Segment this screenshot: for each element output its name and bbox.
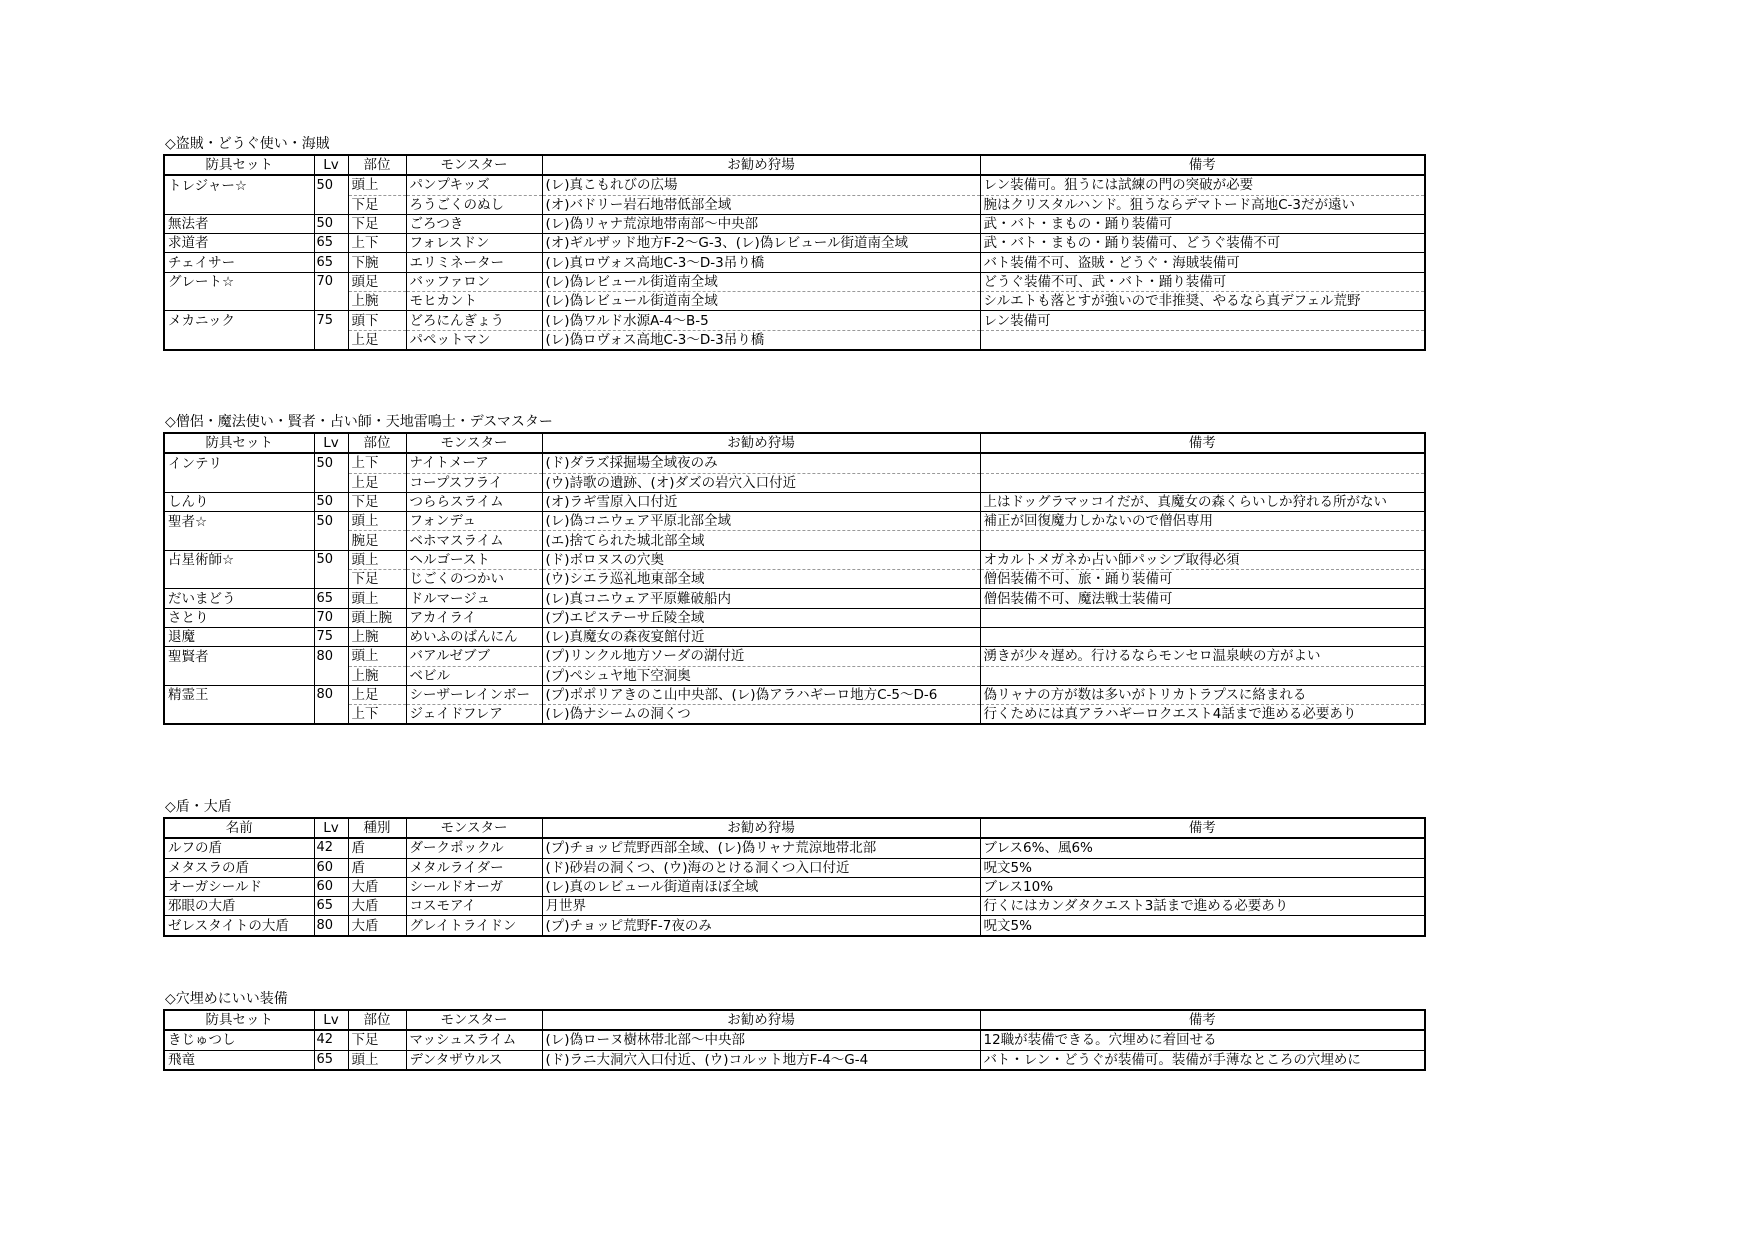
armor-set-cell: 求道者 (164, 234, 314, 253)
armor-set-cell: ゼレスタイトの大盾 (164, 916, 314, 936)
column-header: 部位 (348, 1010, 406, 1030)
armor-set-cell: さとり (164, 608, 314, 627)
section-title: ◇穴埋めにいい装備 (165, 991, 288, 1007)
hunting-ground-cell: (オ)ギルザッド地方F-2～G-3、(レ)偽レビュール街道南全域 (542, 234, 980, 253)
slot-cell: 下足 (348, 492, 406, 511)
table-row (164, 234, 1425, 253)
column-header: 部位 (348, 433, 406, 453)
slot-cell: 盾 (348, 858, 406, 877)
notes-cell: 僧侶装備不可、旅・踊り装備可 (980, 570, 1425, 589)
level-cell: 65 (314, 897, 348, 916)
monster-cell: ヘルゴースト (406, 550, 542, 569)
monster-cell: つららスライム (406, 492, 542, 511)
table-row (164, 570, 1425, 589)
level-cell: 65 (314, 253, 348, 272)
monster-cell: じごくのつかい (406, 570, 542, 589)
table-row (164, 705, 1425, 725)
hunting-ground-cell: (レ)偽ロヴォス高地C-3～D-3吊り橋 (542, 330, 980, 350)
table-header-row (164, 433, 1425, 453)
hunting-ground-cell: (ウ)詩歌の遺跡、(オ)ダズの岩穴入口付近 (542, 473, 980, 492)
table-header-row (164, 818, 1425, 838)
notes-cell: 武・バト・まもの・踊り装備可、どうぐ装備不可 (980, 234, 1425, 253)
column-header: 防具セット (164, 155, 314, 175)
slot-cell: 上下 (348, 705, 406, 725)
table-row (164, 608, 1425, 627)
hunting-ground-cell: (ウ)シエラ巡礼地東部全域 (542, 570, 980, 589)
hunting-ground-cell: (オ)バドリー岩石地帯低部全域 (542, 195, 980, 214)
slot-cell: 大盾 (348, 916, 406, 936)
slot-cell: 頭上 (348, 175, 406, 195)
column-header: Lv (314, 155, 348, 175)
hunting-ground-cell: (ド)ボロヌスの穴奥 (542, 550, 980, 569)
slot-cell: 上腕 (348, 627, 406, 646)
table-row (164, 897, 1425, 916)
armor-set-cell (164, 473, 314, 492)
column-header: モンスター (406, 818, 542, 838)
monster-cell: ジェイドフレア (406, 705, 542, 725)
notes-cell: ブレス10% (980, 877, 1425, 896)
monster-cell: ダークポックル (406, 838, 542, 858)
level-cell (314, 666, 348, 685)
notes-cell: 上はドッグラマッコイだが、真魔女の森くらいしか狩れる所がない (980, 492, 1425, 511)
level-cell: 60 (314, 877, 348, 896)
hunting-ground-cell: (レ)偽レビュール街道南全域 (542, 292, 980, 311)
slot-cell: 頭足 (348, 272, 406, 291)
hunting-ground-cell: (レ)偽ワルド水源A-4～B-5 (542, 311, 980, 330)
section-title: ◇盗賊・どうぐ使い・海賊 (165, 136, 330, 152)
column-header: 部位 (348, 155, 406, 175)
level-cell: 80 (314, 647, 348, 666)
monster-cell: ごろつき (406, 214, 542, 233)
monster-cell: フォンデュ (406, 512, 542, 531)
armor-set-cell (164, 531, 314, 550)
table-row (164, 838, 1425, 858)
level-cell: 42 (314, 838, 348, 858)
notes-cell (980, 330, 1425, 350)
column-header: お勧め狩場 (542, 155, 980, 175)
level-cell (314, 292, 348, 311)
armor-set-cell: オーガシールド (164, 877, 314, 896)
level-cell: 75 (314, 311, 348, 330)
column-header: お勧め狩場 (542, 433, 980, 453)
table-row (164, 877, 1425, 896)
slot-cell: 頭上 (348, 647, 406, 666)
equipment-table (163, 1009, 1426, 1071)
monster-cell: アカイライ (406, 608, 542, 627)
armor-set-cell (164, 570, 314, 589)
level-cell: 50 (314, 214, 348, 233)
armor-set-cell: 邪眼の大盾 (164, 897, 314, 916)
table-row (164, 627, 1425, 646)
notes-cell: 僧侶装備不可、魔法戦士装備可 (980, 589, 1425, 608)
column-header: 種別 (348, 818, 406, 838)
slot-cell: 頭上 (348, 550, 406, 569)
column-header: 名前 (164, 818, 314, 838)
monster-cell: ナイトメーア (406, 453, 542, 473)
level-cell: 50 (314, 550, 348, 569)
monster-cell: ベビル (406, 666, 542, 685)
level-cell: 50 (314, 512, 348, 531)
notes-cell (980, 627, 1425, 646)
slot-cell: 上腕 (348, 666, 406, 685)
column-header: お勧め狩場 (542, 1010, 980, 1030)
column-header: 備考 (980, 155, 1425, 175)
table-row (164, 858, 1425, 877)
slot-cell: 下足 (348, 1030, 406, 1050)
table-row (164, 195, 1425, 214)
slot-cell: 上足 (348, 330, 406, 350)
monster-cell: ドルマージュ (406, 589, 542, 608)
hunting-ground-cell: (ド)ダラズ採掘場全域夜のみ (542, 453, 980, 473)
notes-cell (980, 531, 1425, 550)
monster-cell: どろにんぎょう (406, 311, 542, 330)
column-header: 備考 (980, 433, 1425, 453)
level-cell: 75 (314, 627, 348, 646)
notes-cell: バト装備不可、盗賊・どうぐ・海賊装備可 (980, 253, 1425, 272)
hunting-ground-cell: (レ)偽コニウェア平原北部全域 (542, 512, 980, 531)
column-header: 備考 (980, 1010, 1425, 1030)
hunting-ground-cell: (プ)エピステーサ丘陵全域 (542, 608, 980, 627)
slot-cell: 下足 (348, 214, 406, 233)
hunting-ground-cell: (レ)偽ローヌ樹林帯北部～中央部 (542, 1030, 980, 1050)
slot-cell: 上下 (348, 234, 406, 253)
table-row (164, 916, 1425, 936)
level-cell (314, 330, 348, 350)
notes-cell: 補正が回復魔力しかないので僧侶専用 (980, 512, 1425, 531)
level-cell (314, 570, 348, 589)
table-row (164, 175, 1425, 195)
monster-cell: シールドオーガ (406, 877, 542, 896)
monster-cell: グレイトライドン (406, 916, 542, 936)
notes-cell: 呪文5% (980, 916, 1425, 936)
slot-cell: 下足 (348, 570, 406, 589)
level-cell: 60 (314, 858, 348, 877)
armor-set-cell (164, 330, 314, 350)
equipment-table (163, 817, 1426, 937)
hunting-ground-cell: (レ)真魔女の森夜宴館付近 (542, 627, 980, 646)
hunting-ground-cell: (プ)チョッピ荒野F-7夜のみ (542, 916, 980, 936)
table-row (164, 512, 1425, 531)
column-header: モンスター (406, 155, 542, 175)
level-cell: 65 (314, 589, 348, 608)
notes-cell: 湧きが少々遅め。行けるならモンセロ温泉峡の方がよい (980, 647, 1425, 666)
monster-cell: コープスフライ (406, 473, 542, 492)
level-cell (314, 195, 348, 214)
table-row (164, 589, 1425, 608)
column-header: モンスター (406, 1010, 542, 1030)
slot-cell: 頭上腕 (348, 608, 406, 627)
armor-set-cell: 精霊王 (164, 685, 314, 704)
level-cell (314, 473, 348, 492)
section-shields (163, 798, 1424, 937)
armor-set-cell: チェイサー (164, 253, 314, 272)
slot-cell: 下足 (348, 195, 406, 214)
monster-cell: フォレスドン (406, 234, 542, 253)
slot-cell: 頭上 (348, 1050, 406, 1070)
section-title: ◇僧侶・魔法使い・賢者・占い師・天地雷鳴士・デスマスター (165, 414, 553, 430)
armor-set-cell: メタスラの盾 (164, 858, 314, 877)
table-row (164, 292, 1425, 311)
armor-set-cell: 聖者☆ (164, 512, 314, 531)
hunting-ground-cell: (レ)真こもれびの広場 (542, 175, 980, 195)
column-header: お勧め狩場 (542, 818, 980, 838)
notes-cell (980, 666, 1425, 685)
slot-cell: 腕足 (348, 531, 406, 550)
monster-cell: パンプキッズ (406, 175, 542, 195)
table-header-row (164, 1010, 1425, 1030)
hunting-ground-cell: (プ)ポポリアきのこ山中央部、(レ)偽アラハギーロ地方C-5～D-6 (542, 685, 980, 704)
hunting-ground-cell: (ド)ラニ大洞穴入口付近、(ウ)コルット地方F-4～G-4 (542, 1050, 980, 1070)
level-cell: 50 (314, 453, 348, 473)
monster-cell: メタルライダー (406, 858, 542, 877)
armor-set-cell: 占星術師☆ (164, 550, 314, 569)
armor-set-cell: 聖賢者 (164, 647, 314, 666)
armor-set-cell: グレート☆ (164, 272, 314, 291)
table-row (164, 531, 1425, 550)
slot-cell: 大盾 (348, 877, 406, 896)
monster-cell: ベホマスライム (406, 531, 542, 550)
table-row (164, 550, 1425, 569)
column-header: Lv (314, 1010, 348, 1030)
notes-cell: 呪文5% (980, 858, 1425, 877)
armor-set-cell (164, 666, 314, 685)
notes-cell (980, 473, 1425, 492)
slot-cell: 下腕 (348, 253, 406, 272)
notes-cell: シルエトも落とすが強いので非推奨、やるなら真デフェル荒野 (980, 292, 1425, 311)
slot-cell: 上足 (348, 685, 406, 704)
column-header: モンスター (406, 433, 542, 453)
section-thief-tools-pirate (163, 135, 1424, 351)
level-cell (314, 531, 348, 550)
table-row (164, 253, 1425, 272)
monster-cell: マッシュスライム (406, 1030, 542, 1050)
hunting-ground-cell: (レ)真ロヴォス高地C-3～D-3吊り橋 (542, 253, 980, 272)
table-row (164, 311, 1425, 330)
notes-cell: 偽リャナの方が数は多いがトリカトラプスに絡まれる (980, 685, 1425, 704)
monster-cell: パペットマン (406, 330, 542, 350)
notes-cell: バト・レン・どうぐが装備可。装備が手薄なところの穴埋めに (980, 1050, 1425, 1070)
level-cell: 65 (314, 1050, 348, 1070)
level-cell: 50 (314, 175, 348, 195)
table-row (164, 666, 1425, 685)
slot-cell: 盾 (348, 838, 406, 858)
monster-cell: エリミネーター (406, 253, 542, 272)
hunting-ground-cell: (プ)リンクル地方ソーダの湖付近 (542, 647, 980, 666)
table-row (164, 330, 1425, 350)
notes-cell: オカルトメガネか占い師パッシブ取得必須 (980, 550, 1425, 569)
slot-cell: 頭上 (348, 512, 406, 531)
monster-cell: モヒカント (406, 292, 542, 311)
monster-cell: バアルゼブブ (406, 647, 542, 666)
armor-set-cell: 無法者 (164, 214, 314, 233)
monster-cell: バッファロン (406, 272, 542, 291)
table-row (164, 492, 1425, 511)
table-row (164, 1050, 1425, 1070)
notes-cell: レン装備可 (980, 311, 1425, 330)
level-cell: 70 (314, 608, 348, 627)
table-row (164, 685, 1425, 704)
slot-cell: 上足 (348, 473, 406, 492)
equipment-table (163, 432, 1426, 725)
armor-set-cell: トレジャー☆ (164, 175, 314, 195)
hunting-ground-cell: (プ)チョッピ荒野西部全域、(レ)偽リャナ荒涼地帯北部 (542, 838, 980, 858)
monster-cell: デンタザウルス (406, 1050, 542, 1070)
slot-cell: 上下 (348, 453, 406, 473)
armor-set-cell (164, 292, 314, 311)
armor-set-cell: ルフの盾 (164, 838, 314, 858)
hunting-ground-cell: (レ)偽レビュール街道南全域 (542, 272, 980, 291)
level-cell: 70 (314, 272, 348, 291)
armor-set-cell: メカニック (164, 311, 314, 330)
monster-cell: コスモアイ (406, 897, 542, 916)
section-filler-equipment (163, 990, 1424, 1071)
armor-set-cell: インテリ (164, 453, 314, 473)
table-row (164, 214, 1425, 233)
hunting-ground-cell: (プ)ペシュヤ地下空洞奥 (542, 666, 980, 685)
slot-cell: 頭下 (348, 311, 406, 330)
table-header-row (164, 155, 1425, 175)
notes-cell: 武・バト・まもの・踊り装備可 (980, 214, 1425, 233)
table-row (164, 272, 1425, 291)
column-header: Lv (314, 818, 348, 838)
table-row (164, 647, 1425, 666)
notes-cell: ブレス6%、風6% (980, 838, 1425, 858)
table-row (164, 453, 1425, 473)
monster-cell: めいふのばんにん (406, 627, 542, 646)
notes-cell: レン装備可。狙うには試練の門の突破が必要 (980, 175, 1425, 195)
notes-cell: 腕はクリスタルハンド。狙うならデマトード高地C-3だが遠い (980, 195, 1425, 214)
notes-cell: どうぐ装備不可、武・バト・踊り装備可 (980, 272, 1425, 291)
armor-set-cell (164, 195, 314, 214)
armor-set-cell: きじゅつし (164, 1030, 314, 1050)
notes-cell: 12職が装備できる。穴埋めに着回せる (980, 1030, 1425, 1050)
column-header: 防具セット (164, 433, 314, 453)
level-cell: 80 (314, 685, 348, 704)
section-priest-mage-sage (163, 413, 1424, 725)
table-row (164, 473, 1425, 492)
level-cell: 50 (314, 492, 348, 511)
hunting-ground-cell: 月世界 (542, 897, 980, 916)
equipment-table (163, 154, 1426, 351)
hunting-ground-cell: (レ)真コニウェア平原難破船内 (542, 589, 980, 608)
level-cell: 65 (314, 234, 348, 253)
armor-set-cell: 飛竜 (164, 1050, 314, 1070)
slot-cell: 大盾 (348, 897, 406, 916)
column-header: Lv (314, 433, 348, 453)
hunting-ground-cell: (エ)捨てられた城北部全域 (542, 531, 980, 550)
hunting-ground-cell: (レ)真のレビュール街道南ほぼ全域 (542, 877, 980, 896)
armor-set-cell: 退魔 (164, 627, 314, 646)
level-cell: 80 (314, 916, 348, 936)
monster-cell: シーザーレインボー (406, 685, 542, 704)
notes-cell (980, 608, 1425, 627)
column-header: 防具セット (164, 1010, 314, 1030)
slot-cell: 頭上 (348, 589, 406, 608)
notes-cell: 行くにはカンダタクエスト3話まで進める必要あり (980, 897, 1425, 916)
level-cell (314, 705, 348, 725)
armor-set-cell (164, 705, 314, 725)
hunting-ground-cell: (ド)砂岩の洞くつ、(ウ)海のとける洞くつ入口付近 (542, 858, 980, 877)
section-title: ◇盾・大盾 (165, 799, 232, 815)
armor-set-cell: だいまどう (164, 589, 314, 608)
hunting-ground-cell: (レ)偽リャナ荒涼地帯南部～中央部 (542, 214, 980, 233)
notes-cell (980, 453, 1425, 473)
notes-cell: 行くためには真アラハギーロクエスト4話まで進める必要あり (980, 705, 1425, 725)
hunting-ground-cell: (オ)ラギ雪原入口付近 (542, 492, 980, 511)
table-row (164, 1030, 1425, 1050)
level-cell: 42 (314, 1030, 348, 1050)
armor-set-cell: しんり (164, 492, 314, 511)
hunting-ground-cell: (レ)偽ナシームの洞くつ (542, 705, 980, 725)
monster-cell: ろうごくのぬし (406, 195, 542, 214)
slot-cell: 上腕 (348, 292, 406, 311)
column-header: 備考 (980, 818, 1425, 838)
